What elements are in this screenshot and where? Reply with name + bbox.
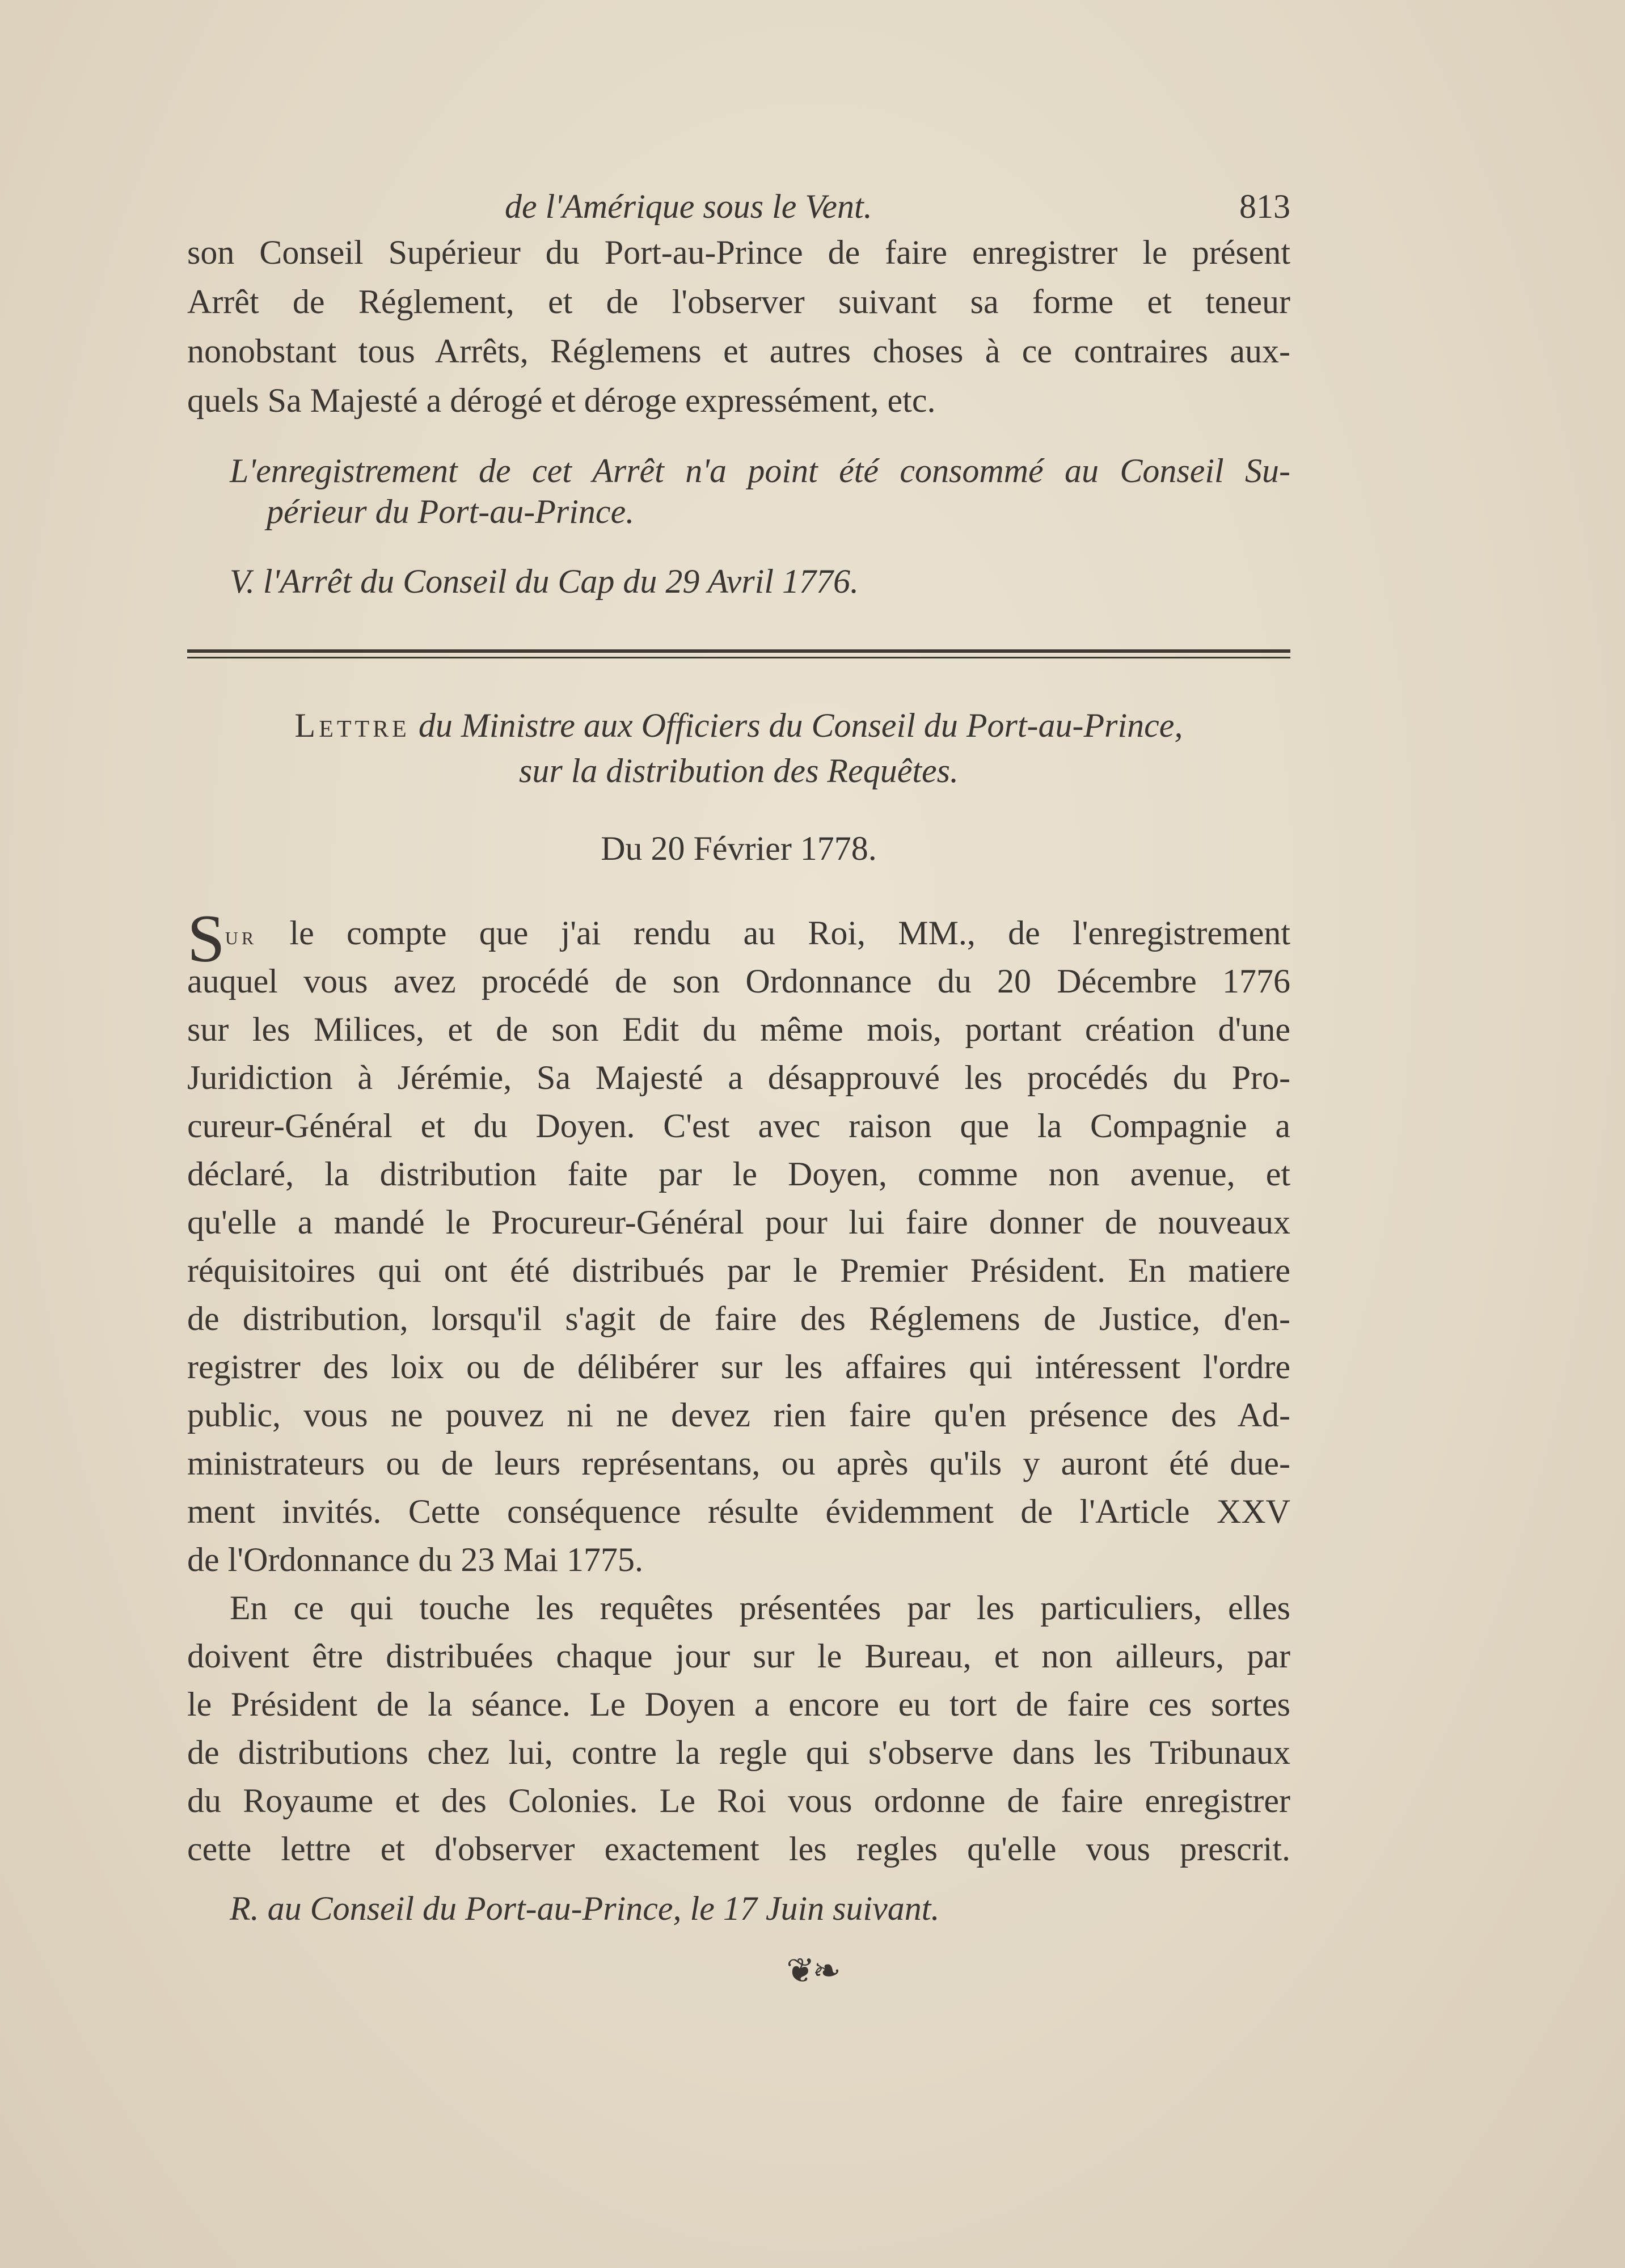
text-line <box>187 901 1291 976</box>
text-line: ment invités. Cette conséquence résulte évidemment de l'Article XXV <box>187 1493 1290 1530</box>
text-line: le Président de la séance. Le Doyen a encore eu tort de faire ces sortes <box>187 1686 1290 1723</box>
text-line: En ce qui touche les requêtes présentées par les particuliers, elles <box>230 1589 1290 1627</box>
text-line: du Royaume et des Colonies. Le Roi vous ordonne de faire enregistrer <box>187 1782 1290 1819</box>
note-line: L'enregistrement de cet Arrêt n'a point été consommé au Conseil Su- <box>230 452 1290 489</box>
text-line: déclaré, la distribution faite par le Doyen, comme non avenue, et <box>187 1155 1290 1193</box>
text-line: de l'Ordonnance du 23 Mai 1775. <box>187 1541 643 1578</box>
first-word-rest: ur <box>225 921 258 950</box>
text-line: public, vous ne pouvez ni ne devez rien faire qu'en présence des Ad- <box>187 1396 1290 1434</box>
text-line: de distribution, lorsqu'il s'agit de faire des Réglemens de Justice, d'en- <box>187 1300 1290 1337</box>
text-line: doivent être distribuées chaque jour sur le Bureau, et non ailleurs, par <box>187 1637 1290 1675</box>
letter-title-line2: sur la distribution des Requêtes. <box>519 752 959 789</box>
text-line: son Conseil Supérieur du Port-au-Prince de faire enregistrer le présent <box>187 234 1290 271</box>
text-line: quels Sa Majesté a dérogé et déroge expressément, etc. <box>187 382 936 419</box>
line-text: le compte que j'ai rendu au Roi, MM., de l'enregistrement <box>289 914 1291 952</box>
letter-title-line1 <box>187 706 1290 745</box>
text-line: cette lettre et d'observer exactement les regles qu'elle vous prescrit. <box>187 1830 1290 1868</box>
text-line: nonobstant tous Arrêts, Réglemens et autres choses à ce contraires aux- <box>187 332 1290 370</box>
text-line: ministrateurs ou de leurs représentans, ou après qu'ils y auront été due- <box>187 1445 1290 1482</box>
reference-line: V. l'Arrêt du Conseil du Cap du 29 Avril 1776. <box>230 563 859 600</box>
title-text: du Ministre aux Officiers du Conseil du Port-au-Prince, <box>418 707 1183 744</box>
text-line: Arrêt de Réglement, et de l'observer suivant sa forme et teneur <box>187 283 1290 320</box>
text-line: cureur-Général et du Doyen. C'est avec raison que la Compagnie a <box>187 1107 1290 1144</box>
text-line: auquel vous avez procédé de son Ordonnance du 20 Décembre 1776 <box>187 962 1290 1000</box>
section-divider <box>187 649 1290 658</box>
running-title: de l'Amérique sous le Vent. <box>505 188 872 225</box>
page-number: 813 <box>1239 188 1290 225</box>
text-line: de distributions chez lui, contre la regle qui s'observe dans les Tribunaux <box>187 1734 1290 1771</box>
letter-date: Du 20 Février 1778. <box>601 830 877 867</box>
text-line: sur les Milices, et de son Edit du même mois, portant création d'une <box>187 1011 1290 1048</box>
registration-note: R. au Conseil du Port-au-Prince, le 17 Juin suivant. <box>230 1890 940 1927</box>
title-lead: Lettre <box>294 707 410 744</box>
note-line: périeur du Port-au-Prince. <box>267 493 635 530</box>
text-line: Juridiction à Jérémie, Sa Majesté a désapprouvé les procédés du Pro- <box>187 1059 1290 1096</box>
ornament-fleuron: ❦❧ <box>786 1952 839 1990</box>
text-line: registrer des loix ou de délibérer sur les affaires qui intéressent l'ordre <box>187 1348 1290 1386</box>
text-line: qu'elle a mandé le Procureur-Général pour lui faire donner de nouveaux <box>187 1203 1290 1241</box>
text-line: réquisitoires qui ont été distribués par le Premier Président. En matiere <box>187 1252 1290 1289</box>
drop-cap: S <box>187 901 225 976</box>
